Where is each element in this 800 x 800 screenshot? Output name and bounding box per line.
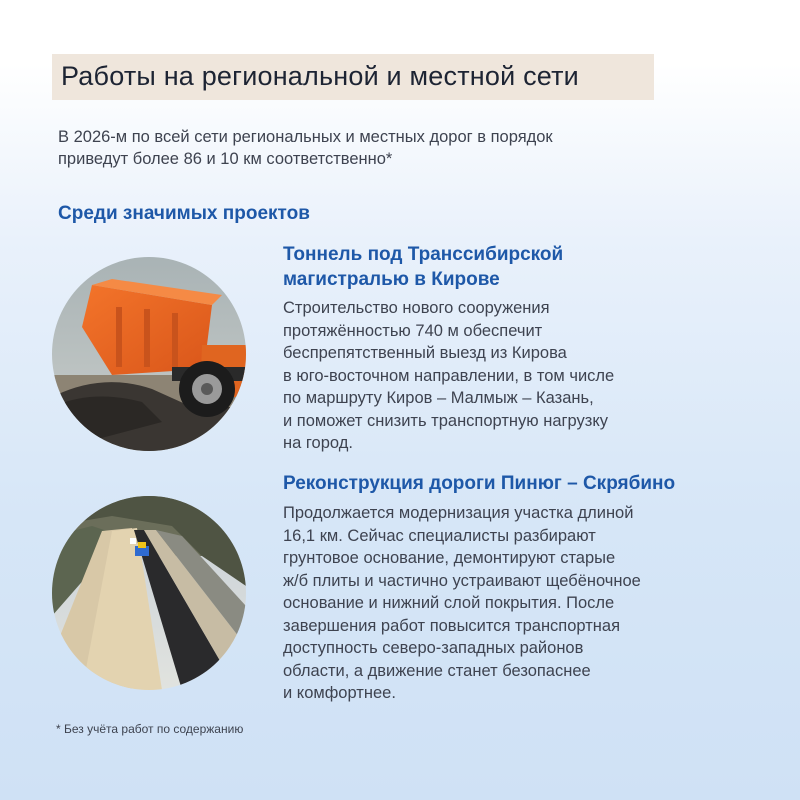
intro-paragraph: [58, 126, 738, 170]
description-line: на город.: [283, 434, 353, 452]
page-title: Работы на региональной и местной сети: [61, 61, 579, 91]
description-line: грунтовое основание, демонтируют старые: [283, 549, 616, 567]
dump-truck-photo: [52, 257, 246, 451]
description-line: Строительство нового сооружения: [283, 299, 550, 317]
footnote: * Без учёта работ по содержанию: [56, 722, 244, 736]
description-line: ж/б плиты и частично устраивают щебёночное: [283, 571, 641, 590]
project-title: [283, 471, 675, 496]
description-line: Продолжается модернизация участка длиной: [283, 504, 634, 522]
description-line: и комфортнее.: [283, 684, 396, 702]
intro-line: приведут более 86 и 10 км соответственно*: [58, 150, 393, 168]
title-banner: [52, 54, 654, 100]
intro-line: В 2026-м по всей сети региональных и местных дорог в порядок: [58, 128, 553, 146]
description-line: беспрепятственный выезд из Кирова: [283, 344, 567, 362]
description-line: и поможет снизить транспортную нагрузку: [283, 411, 608, 430]
project-description: [283, 297, 614, 455]
description-line: основание и нижний слой покрытия. После: [283, 594, 615, 612]
description-line: в юго-восточном направлении, в том числе: [283, 366, 615, 385]
description-line: завершения работ повысится транспортная: [283, 616, 621, 635]
description-line: по маршруту Киров – Малмыж – Казань,: [283, 389, 594, 407]
project-title-line: магистралью в Кирове: [283, 269, 500, 290]
description-line: области, а движение станет безопаснее: [283, 661, 591, 680]
project-title-line: Тоннель под Транссибирской: [283, 244, 564, 265]
project-title: [283, 242, 563, 292]
project-title-line: Реконструкция дороги Пинюг – Скрябино: [283, 473, 676, 494]
project-description: [283, 502, 641, 705]
section-title: Среди значимых проектов: [58, 203, 310, 224]
description-line: доступность северо-западных районов: [283, 639, 584, 657]
description-line: протяжённостью 740 м обеспечит: [283, 321, 543, 340]
description-line: 16,1 км. Сейчас специалисты разбирают: [283, 526, 596, 545]
road-construction-photo: [52, 496, 246, 690]
